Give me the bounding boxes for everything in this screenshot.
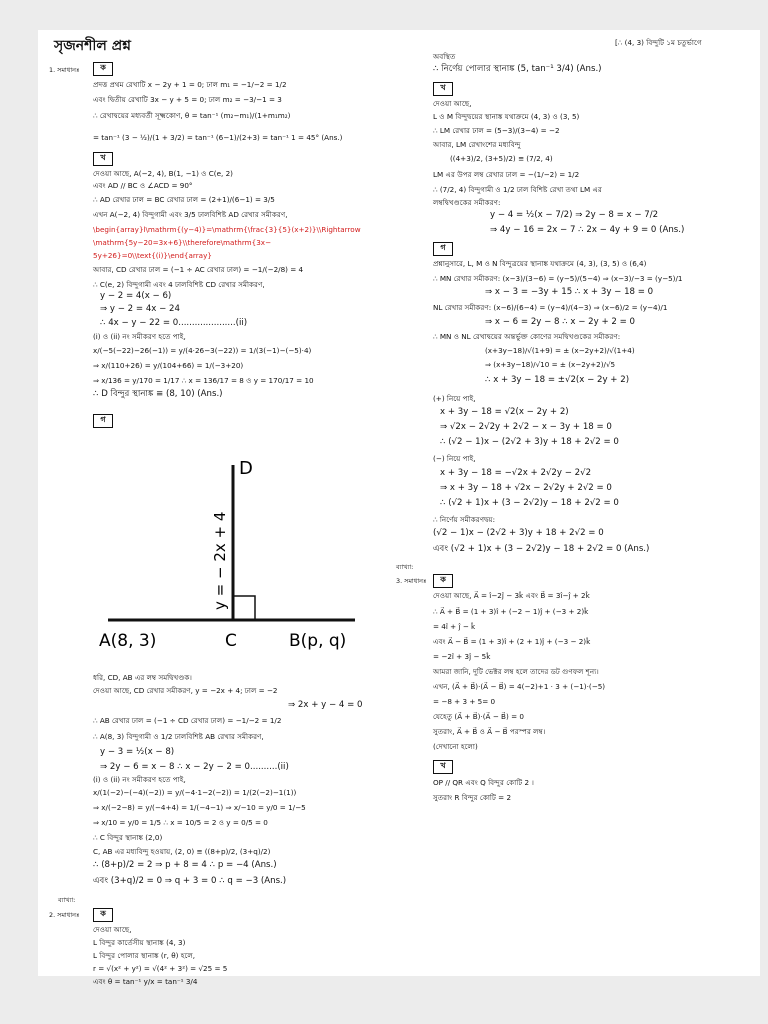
explanation-label: ব্যাখ্যা: xyxy=(58,896,76,904)
text-line: ⇒ x − 6 = 2y − 8 ∴ x − 2y + 2 = 0 xyxy=(485,317,635,327)
text-line: ⇒ x/10 = y/0 = 1/5 ∴ x = 10/5 = 2 ও y = 0/5 = 0 xyxy=(93,818,268,827)
text-line: ∴ C(e, 2) বিন্দুগামী এবং 4 ঢালবিশিষ্ট CD রেখার সমীকরণ, xyxy=(93,280,265,289)
text-line: r = √(x² + y²) = √(4² + 3²) = √25 = 5 xyxy=(93,964,228,973)
text-line: ⇒ 4y − 16 = 2x − 7 ∴ 2x − 4y + 9 = 0 (Ans.) xyxy=(490,225,685,235)
text-line: L বিন্দুর পোলার স্থানাঙ্ক (r, θ) হলে, xyxy=(93,951,196,960)
text-line: OP // QR এবং Q বিন্দুর কোটি 2 । xyxy=(433,778,534,787)
text-line: এবং দ্বিতীয় রেখাটি 3x − y + 5 = 0; ঢাল m₂ = −3/−1 = 3 xyxy=(93,95,282,104)
text-line: আমরা জানি, দুটি ভেক্টর লম্ব হলে তাদের ডট গুণফল শূন্য। xyxy=(433,667,599,676)
text-line: x/(−5(−22)−26(−1)) = y/(4·26−3(−22)) = 1/(3(−1)−(−5)·4) xyxy=(93,346,312,355)
text-line: y − 2 = 4(x − 6) xyxy=(100,291,172,301)
text-line: NL রেখার সমীকরণ: (x−6)/(6−4) = (y−4)/(4−3) ⇒ (x−6)/2 = (y−4)/1 xyxy=(433,303,668,312)
text-line: ∴ A(8, 3) বিন্দুগামী ও 1/2 ঢালবিশিষ্ট AB রেখার সমীকরণ, xyxy=(93,732,264,741)
text-line: ⇒ x + 3y − 18 + √2x − 2√2y + 2√2 = 0 xyxy=(440,483,612,493)
text-line: এখন, (A⃗ + B⃗)·(A⃗ − B⃗) = 4(−2)+1 · 3 + (−1)·(−5) xyxy=(433,682,606,691)
question-1-marker: 1. সমাধানঃ xyxy=(49,66,80,74)
geometry-diagram xyxy=(93,450,363,650)
text-line: দেওয়া আছে, xyxy=(93,925,132,934)
part-ka-box-q3: ক xyxy=(433,574,453,588)
text-line: ⇒ (x+3y−18)/√10 = ± (x−2y+2)/√5 xyxy=(485,360,616,369)
text-line: ∴ LM রেখার ঢাল = (5−3)/(3−4) = −2 xyxy=(433,126,560,135)
text-line: ∴ A⃗ + B⃗ = (1 + 3)î + (−2 − 1)ĵ + (−3 + 2)k̂ xyxy=(433,607,589,616)
text-line: (+) নিয়ে পাই, xyxy=(433,394,476,403)
latex-line: 5y+26}=0\\text{(i)}\end{array} xyxy=(93,251,212,260)
latex-line: \mathrm{5y−20=3x+6}\\therefore\mathrm{3x− xyxy=(93,238,272,247)
label-line-equation: y = − 2x + 4 xyxy=(211,511,229,610)
text-line: সুতরাং, A⃗ + B⃗ ও A⃗ − B⃗ পরস্পর লম্ব। xyxy=(433,727,546,736)
text-line: ∴ C বিন্দুর স্থানাঙ্ক (2,0) xyxy=(93,833,163,842)
text-line: x/(1(−2)−(−4)(−2)) = y/(−4·1−2(−2)) = 1/(2(−2)−1(1)) xyxy=(93,788,297,797)
text-line: ধরি, CD, AB এর লম্ব সমদ্বিখণ্ডক। xyxy=(93,673,192,682)
text-line: (দেখানো হলো) xyxy=(433,742,478,751)
label-a: A(8, 3) xyxy=(99,631,157,651)
text-line: এবং (3+q)/2 = 0 ⇒ q + 3 = 0 ∴ q = −3 (Ans.) xyxy=(93,876,287,886)
text-line: = −2î + 3ĵ − 5k̂ xyxy=(433,652,491,661)
text-line: (−) নিয়ে পাই, xyxy=(433,454,476,463)
text-line: ⇒ x − 3 = −3y + 15 ∴ x + 3y − 18 = 0 xyxy=(485,287,654,297)
text-line: ((4+3)/2, (3+5)/2) ≡ (7/2, 4) xyxy=(450,154,553,163)
text-line: দেওয়া আছে, CD রেখার সমীকরণ, y = −2x + 4; ঢাল = −2 xyxy=(93,686,278,695)
text-line: ∴ (√2 − 1)x − (2√2 + 3)y + 18 + 2√2 = 0 xyxy=(440,437,619,447)
part-kha-box: খ xyxy=(93,152,113,166)
text-line: y − 4 = ½(x − 7/2) ⇒ 2y − 8 = x − 7/2 xyxy=(490,210,659,220)
text-line: C, AB এর মধ্যবিন্দু হওয়ায়, (2, 0) ≡ ((8+p)/2, (3+q)/2) xyxy=(93,847,271,856)
text-line: ∴ (7/2, 4) বিন্দুগামী ও 1/2 ঢাল বিশিষ্ট রেখা তথা LM এর xyxy=(433,185,602,194)
question-3-marker: 3. সমাধানঃ xyxy=(396,577,427,585)
text-line: LM এর উপর লম্ব রেখার ঢাল = −(1/−2) = 1/2 xyxy=(433,170,580,179)
label-b: B(p, q) xyxy=(289,631,347,651)
text-line: এবং A⃗ − B⃗ = (1 + 3)î + (2 + 1)ĵ + (−3 − 2)k̂ xyxy=(433,637,591,646)
text-line: দেওয়া আছে, A⃗ = î−2ĵ − 3k̂ এবং B⃗ = 3î−ĵ + 2k̂ xyxy=(433,591,590,600)
text-line: ∴ x + 3y − 18 = ±√2(x − 2y + 2) xyxy=(485,375,630,385)
part-kha-box-q3: খ xyxy=(433,760,453,774)
text-line: ∴ AD রেখার ঢাল = BC রেখার ঢাল = (2+1)/(6−1) = 3/5 xyxy=(93,195,275,204)
text-line: (√2 − 1)x − (2√2 + 3)y + 18 + 2√2 = 0 xyxy=(433,528,604,538)
text-line: ⇒ 2x + y − 4 = 0 xyxy=(288,700,363,710)
text-line: এবং θ = tan⁻¹ y/x = tan⁻¹ 3/4 xyxy=(93,977,198,986)
label-d: D xyxy=(239,458,253,479)
text-line: ⇒ x/136 = y/170 = 1/17 ∴ x = 136/17 = 8 ও y = 170/17 = 10 xyxy=(93,376,314,385)
text-line: আবার, CD রেখার ঢাল = (−1 ÷ AC রেখার ঢাল) = −1/(−2/8) = 4 xyxy=(93,265,304,274)
text-line: অবস্থিত xyxy=(433,52,456,61)
text-line: [∴ (4, 3) বিন্দুটি ১ম চতুর্ভাগে xyxy=(615,38,702,47)
text-line: (x+3y−18)/√(1+9) = ± (x−2y+2)/√(1+4) xyxy=(485,346,635,355)
text-line: লম্বদ্বিখণ্ডকের সমীকরণ: xyxy=(433,198,501,207)
explanation-label-2: ব্যাখ্যা: xyxy=(396,563,414,571)
text-line: L বিন্দুর কার্তেসীয় স্থানাঙ্ক (4, 3) xyxy=(93,938,186,947)
text-line: এখন A(−2, 4) বিন্দুগামী এবং 3/5 ঢালবিশিষ্ট AD রেখার সমীকরণ, xyxy=(93,210,288,219)
label-c: C xyxy=(225,631,237,651)
part-ga-box: গ xyxy=(93,414,113,428)
latex-line: \begin{array}l\mathrm{(y−4)}=\mathrm{\frac{3}{5}(x+2)}\\Rightarrow xyxy=(93,225,361,234)
part-ka-box-q2: ক xyxy=(93,908,113,922)
text-line: = 4î + ĵ − k̂ xyxy=(433,622,476,631)
text-line: ⇒ x/(110+26) = y/(104+66) = 1/(−3+20) xyxy=(93,361,244,370)
text-line: ⇒ x/(−2−8) = y/(−4+4) = 1/(−4−1) ⇒ x/−10 = y/0 = 1/−5 xyxy=(93,803,306,812)
text-line: y − 3 = ½(x − 8) xyxy=(100,747,175,757)
part-kha-box-q2: খ xyxy=(433,82,453,96)
right-angle-mark xyxy=(233,596,255,620)
document-page xyxy=(38,30,760,986)
text-line: = tan⁻¹ (3 − ½)/(1 + 3/2) = tan⁻¹ (6−1)/(2+3) = tan⁻¹ 1 = 45° (Ans.) xyxy=(93,133,343,142)
text-line: ∴ (√2 + 1)x + (3 − 2√2)y − 18 + 2√2 = 0 xyxy=(440,498,619,508)
text-line: x + 3y − 18 = −√2x + 2√2y − 2√2 xyxy=(440,468,592,478)
text-line: x + 3y − 18 = √2(x − 2y + 2) xyxy=(440,407,569,417)
text-line: ∴ (8+p)/2 = 2 ⇒ p + 8 = 4 ∴ p = −4 (Ans.) xyxy=(93,860,277,870)
text-line: ⇒ √2x − 2√2y + 2√2 − x − 3y + 18 = 0 xyxy=(440,422,612,432)
text-line: দেওয়া আছে, xyxy=(433,99,472,108)
page-title: সৃজনশীল প্রশ্ন xyxy=(54,38,131,54)
text-line: L ও M বিন্দুদ্বয়ের স্থানাঙ্ক যথাক্রমে (4, 3) ও (3, 5) xyxy=(433,112,580,121)
text-line: ∴ 4x − y − 22 = 0.....................(ii) xyxy=(100,318,248,328)
text-line: ∴ নির্ণেয় সমীকরণদ্বয়: xyxy=(433,515,496,524)
text-line: প্রশ্নানুসারে, L, M ও N বিন্দুত্রয়ের স্থানাঙ্ক যথাক্রমে (4, 3), (3, 5) ও (6,4) xyxy=(433,259,647,268)
text-line: ∴ AB রেখার ঢাল = (−1 ÷ CD রেখার ঢাল) = −1/−2 = 1/2 xyxy=(93,716,282,725)
text-line: (i) ও (ii) নং সমীকরণ হতে পাই, xyxy=(93,332,186,341)
text-line: ∴ MN ও NL রেখাদ্বয়ের অন্তর্ভুক্ত কোণের সমদ্বিখণ্ডকের সমীকরণ: xyxy=(433,332,621,341)
text-line: ∴ MN রেখার সমীকরণ: (x−3)/(3−6) = (y−5)/(5−4) ⇒ (x−3)/−3 = (y−5)/1 xyxy=(433,274,683,283)
text-line: ⇒ 2y − 6 = x − 8 ∴ x − 2y − 2 = 0..........(ii) xyxy=(100,762,289,772)
text-line: ⇒ y − 2 = 4x − 24 xyxy=(100,304,180,314)
text-line: ∴ রেখাদ্বয়ের মধ্যবর্তী সূক্ষ্মকোণ, θ = tan⁻¹ (m₂−m₁)/(1+m₁m₂) xyxy=(93,111,291,120)
text-line: (i) ও (ii) নং সমীকরণ হতে পাই, xyxy=(93,775,186,784)
text-line: সুতরাং R বিন্দুর কোটি = 2 xyxy=(433,793,512,802)
text-line: ∴ নির্ণেয় পোলার স্থানাঙ্ক (5, tan⁻¹ 3/4) (Ans.) xyxy=(433,64,602,74)
text-line: এবং (√2 + 1)x + (3 − 2√2)y − 18 + 2√2 = 0 (Ans.) xyxy=(433,544,650,554)
part-ga-box-q2: গ xyxy=(433,242,453,256)
text-line: এবং AD // BC ও ∠ACD = 90° xyxy=(93,181,193,190)
text-line: দেওয়া আছে, A(−2, 4), B(1, −1) ও C(e, 2) xyxy=(93,169,233,178)
part-ka-box: ক xyxy=(93,62,113,76)
text-line: ∴ D বিন্দুর স্থানাঙ্ক ≡ (8, 10) (Ans.) xyxy=(93,389,223,399)
question-2-marker: 2. সমাধানঃ xyxy=(49,911,80,919)
text-line: যেহেতু (A⃗ + B⃗)·(A⃗ − B⃗) = 0 xyxy=(433,712,524,721)
text-line: প্রদত্ত প্রথম রেখাটি x − 2y + 1 = 0; ঢাল m₁ = −1/−2 = 1/2 xyxy=(93,80,287,89)
text-line: আবার, LM রেখাংশের মধ্যবিন্দু xyxy=(433,140,521,149)
text-line: = −8 + 3 + 5= 0 xyxy=(433,697,496,706)
